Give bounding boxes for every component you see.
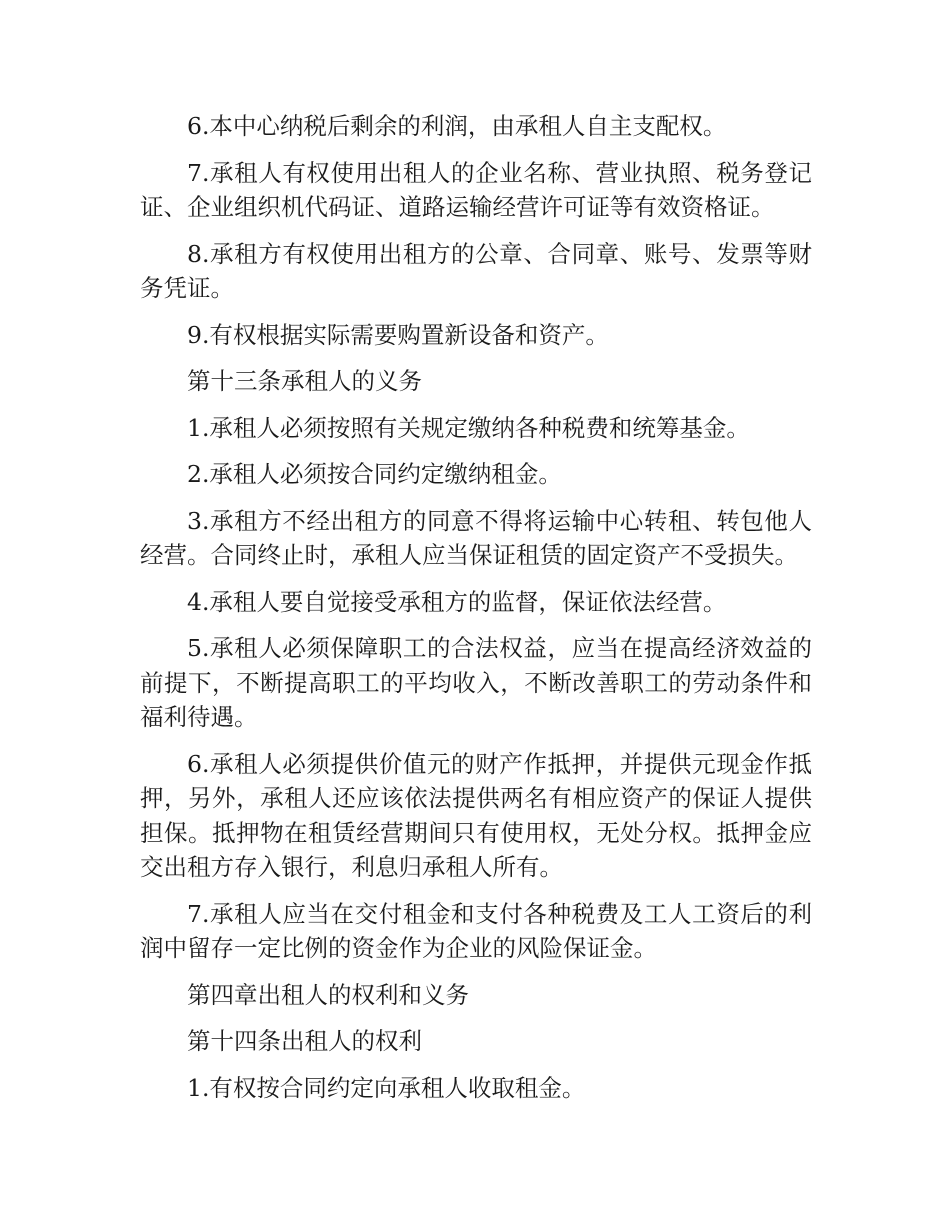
paragraph-profit-disposal: 6.本中心纳税后剩余的利润，由承租人自主支配权。: [187, 112, 727, 140]
paragraph-pay-taxes: 1.承租人必须按照有关规定缴纳各种税费和统筹基金。: [187, 413, 750, 442]
paragraph-purchase-equipment: 9.有权根据实际需要购置新设备和资产。: [187, 320, 609, 349]
paragraph-collateral: 6.承租人必须提供价值元的财产作抵押，并提供元现金作抵押，另外，承租人还应该依法提供两名有相应资产的保证人提供担保。抵押物在租赁经营期间只有使用权，无处分权。抵押金应交出租方存入银行，利息归承租人所有。: [140, 749, 812, 881]
paragraph-collect-rent: 1.有权按合同约定向承租人收取租金。: [187, 1073, 586, 1102]
section-heading-lessee-obligations: 第十三条承租人的义务: [187, 367, 422, 395]
paragraph-risk-reserve: 7.承租人应当在交付租金和支付各种税费及工人工资后的利润中留存一定比例的资金作为企业的风险保证金。: [140, 899, 812, 962]
chapter-heading-lessor: 第四章出租人的权利和义务: [187, 980, 469, 1009]
document-body: [140, 109, 812, 1117]
paragraph-no-sublease: 3.承租方不经出租方的同意不得将运输中心转租、转包他人经营。合同终止时，承租人应当保证租赁的固定资产不受损失。: [140, 506, 812, 569]
paragraph-accept-supervision: 4.承租人要自觉接受承租方的监督，保证依法经营。: [187, 587, 727, 616]
paragraph-use-seals: 8.承租方有权使用出租方的公章、合同章、账号、发票等财务凭证。: [140, 239, 812, 302]
paragraph-use-licenses: 7.承租人有权使用出租人的企业名称、营业执照、税务登记证、企业组织机代码证、道路运输经营许可证等有效资格证。: [140, 158, 812, 221]
paragraph-pay-rent: 2.承租人必须按合同约定缴纳租金。: [187, 460, 562, 488]
section-heading-lessor-rights: 第十四条出租人的权利: [187, 1027, 422, 1055]
paragraph-worker-rights: 5.承租人必须保障职工的合法权益，应当在提高经济效益的前提下，不断提高职工的平均收入，不断改善职工的劳动条件和福利待遇。: [140, 634, 812, 731]
